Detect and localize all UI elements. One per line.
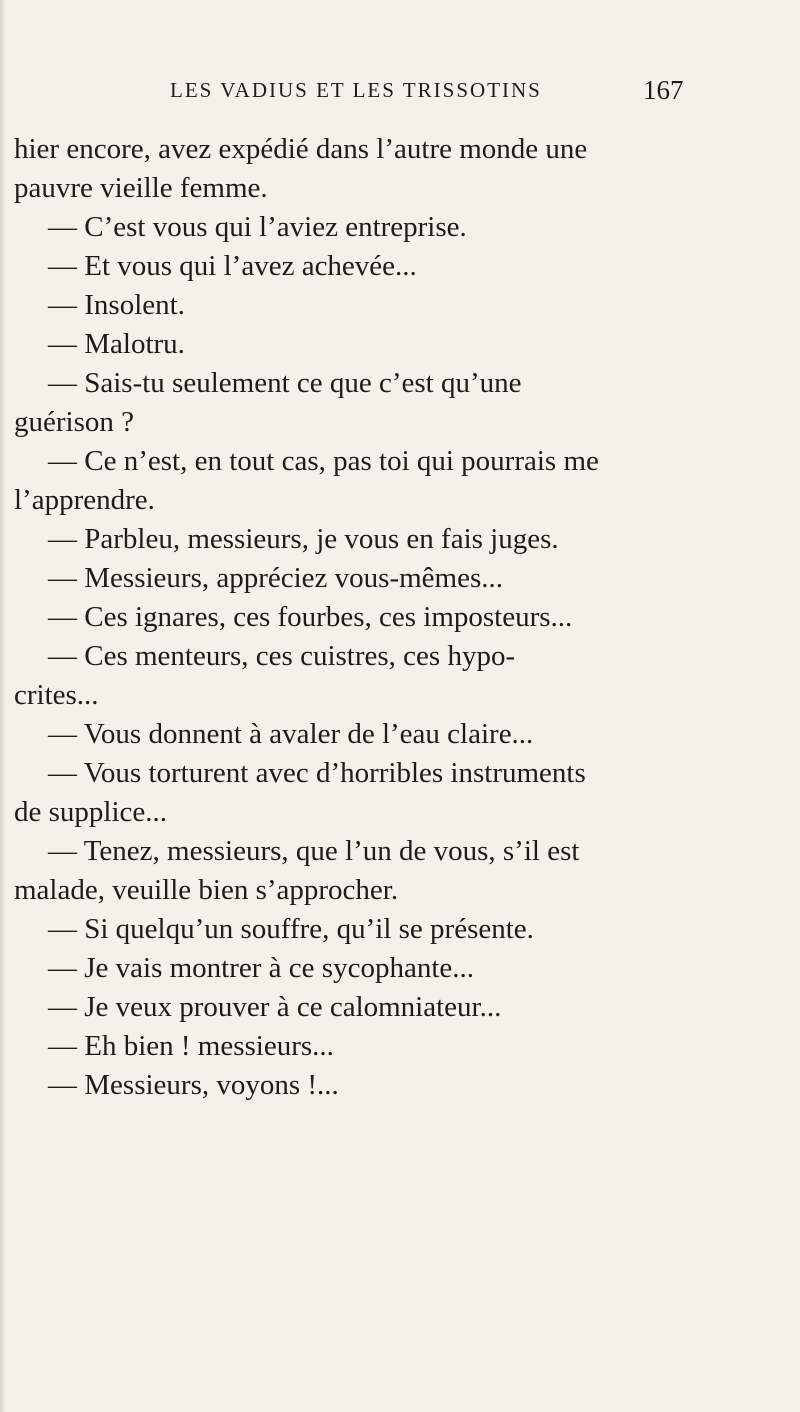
text-line: — Vous torturent avec d’horribles instruments (48, 757, 586, 789)
text-line: — Insolent. (48, 289, 185, 321)
text-line: — Parbleu, messieurs, je vous en fais juges. (48, 523, 559, 555)
text-line: — Messieurs, voyons !... (48, 1069, 339, 1101)
text-line: — Si quelqu’un souffre, qu’il se présente. (48, 913, 534, 945)
text-line: — Sais-tu seulement ce que c’est qu’une (48, 367, 522, 399)
text-line: — Je vais montrer à ce sycophante... (48, 952, 474, 984)
text-line: — Tenez, messieurs, que l’un de vous, s’il est (48, 835, 580, 867)
binding-edge (0, 0, 6, 1412)
text-line: malade, veuille bien s’approcher. (14, 874, 399, 906)
text-line: pauvre vieille femme. (14, 172, 268, 204)
text-line: crites... (14, 679, 99, 711)
text-line: hier encore, avez expédié dans l’autre monde une (14, 133, 588, 165)
text-line: — C’est vous qui l’aviez entreprise. (48, 211, 467, 243)
text-line: l’apprendre. (14, 484, 155, 516)
text-line: — Et vous qui l’avez achevée... (48, 250, 417, 282)
text-line: de supplice... (14, 796, 168, 828)
text-line: — Malotru. (48, 328, 185, 360)
text-line: — Eh bien ! messieurs... (48, 1030, 334, 1062)
page-number: 167 (643, 75, 684, 105)
text-line: — Ces menteurs, ces cuistres, ces hypo- (48, 640, 516, 672)
text-line: — Ces ignares, ces fourbes, ces imposteurs... (48, 601, 573, 633)
text-line: — Messieurs, appréciez vous-mêmes... (48, 562, 504, 594)
page-header (0, 75, 800, 118)
running-title: LES VADIUS ET LES TRISSOTINS (170, 78, 542, 102)
text-line: — Je veux prouver à ce calomniateur... (48, 991, 502, 1023)
text-line: — Vous donnent à avaler de l’eau claire... (48, 718, 534, 750)
text-line: — Ce n’est, en tout cas, pas toi qui pourrais me (48, 445, 599, 477)
text-line: guérison ? (14, 406, 134, 438)
